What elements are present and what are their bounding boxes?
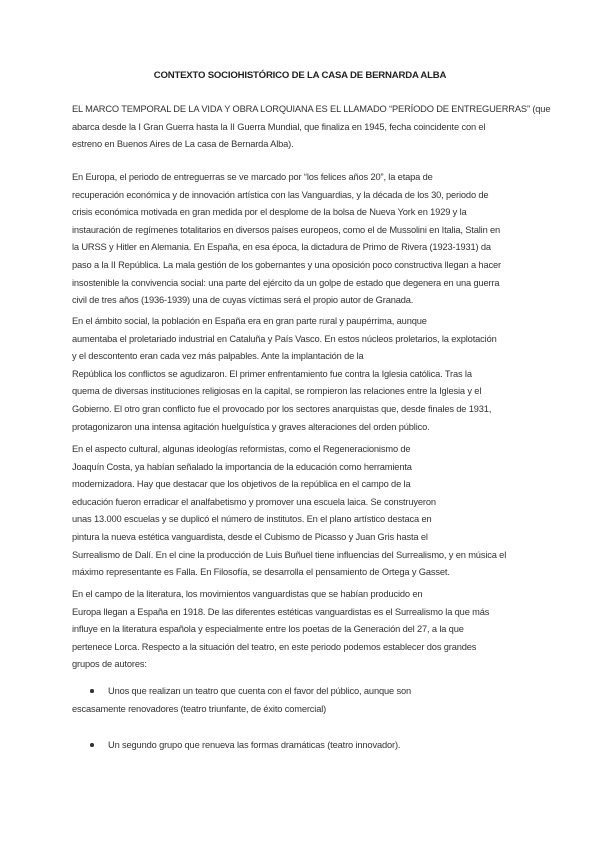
paragraph-marco-temporal xyxy=(72,101,551,154)
paragraph-line: crisis económica motivada en gran medida por el desplome de la bolsa de Nueva York en 1929 y la xyxy=(72,207,467,218)
paragraph-literatura xyxy=(72,586,534,674)
paragraph-line: Gobierno. El otro gran conflicto fue el provocado por los sectores anarquistas que, desde finales de 1931, xyxy=(72,403,492,414)
bullet-icon xyxy=(90,743,94,747)
paragraph-aspecto-cultural xyxy=(72,441,534,582)
paragraph-line: paso a la II República. La mala gestión de los gobernantes y una oposición poco constructiva llegan a hacer xyxy=(72,259,501,270)
paragraph-line: pintura la nueva estética vanguardista, desde el Cubismo de Picasso y Juan Gris hasta el xyxy=(72,531,428,542)
paragraph-line: Surrealismo de Dalí. En el cine la producción de Luis Buñuel tiene influencias del Surrealismo, y en música el xyxy=(72,549,507,560)
bullet-line: Unos que realizan un teatro que cuenta con el favor del público, aunque son xyxy=(108,686,411,696)
paragraph-line: En Europa, el periodo de entreguerras se ve marcado por “los felices años 20”, la etapa de xyxy=(72,172,433,182)
paragraph-line: quema de diversas instituciones religiosas en la capital, se rompieron las relaciones entre la Iglesia y el xyxy=(72,386,482,397)
paragraph-line: la URSS y Hitler en Alemania. En España, en esa época, la dictadura de Primo de Rivera (1923-1931) da xyxy=(72,242,491,253)
paragraph-line: y el descontento eran cada vez más palpables. Ante la implantación de la xyxy=(72,351,364,362)
bullet-item xyxy=(72,737,534,755)
paragraph-ambito-social xyxy=(72,313,534,436)
bullet-item xyxy=(72,683,534,718)
paragraph-line: protagonizaron una intensa agitación huelguística y graves alteraciones del orden público. xyxy=(72,421,430,432)
paragraph-line: En el aspecto cultural, algunas ideologías reformistas, como el Regeneracionismo de xyxy=(72,444,411,454)
paragraph-line: abarca desde la I Gran Guerra hasta la II Guerra Mundial, que finaliza en 1945, fecha coincidente con el xyxy=(72,121,486,132)
paragraph-line: Europa llegan a España en 1918. De las diferentes estéticas vanguardistas es el Surrealismo la que más xyxy=(72,606,490,617)
paragraph-line: educación fueron erradicar el analfabetismo y promover una escuela laica. Se construyeron xyxy=(72,496,436,507)
bullet-line: escasamente renovadores (teatro triunfante, de éxito comercial) xyxy=(72,703,327,714)
paragraph-line: influye en la literatura española y especialmente entre los poetas de la Generación del 27, a la que xyxy=(72,624,464,635)
paragraph-line: En el ámbito social, la población en España era en gran parte rural y paupérrima, aunque xyxy=(72,316,427,326)
paragraph-line: recuperación económica y de innovación artística con las Vanguardias, y la década de los 30, periodo de xyxy=(72,189,489,200)
paragraph-line: instauración de regímenes totalitarios en diversos países europeos, como el de Mussolini en Italia, Stalin en xyxy=(72,224,501,235)
paragraph-line: aumentaba el proletariado industrial en Cataluña y País Vasco. En estos núcleos proletarios, la explotación xyxy=(72,333,497,344)
bullet-icon xyxy=(90,689,94,693)
paragraph-line: pertenece Lorca. Respecto a la situación del teatro, en este periodo podemos establecer dos grandes xyxy=(72,641,477,652)
paragraph-line: insostenible la convivencia social: una parte del ejército da un golpe de estado que degenera en una guerra xyxy=(72,277,500,288)
bullet-line: Un segundo grupo que renueva las formas dramáticas (teatro innovador). xyxy=(108,740,401,750)
paragraph-line: EL MARCO TEMPORAL DE LA VIDA Y OBRA LORQUIANA ES EL LLAMADO “PERÍODO DE ENTREGUERRAS” (que xyxy=(72,104,551,114)
paragraph-line: modernizadora. Hay que destacar que los objetivos de la república en el campo de la xyxy=(72,479,411,490)
document-title: CONTEXTO SOCIOHISTÓRICO DE LA CASA DE BERNARDA ALBA xyxy=(153,70,447,81)
paragraph-line: grupos de autores: xyxy=(72,659,147,670)
paragraph-line: República los conflictos se agudizaron. El primer enfrentamiento fue contra la Iglesia católica. Tras la xyxy=(72,368,472,379)
paragraph-europa xyxy=(72,169,534,310)
paragraph-line: máximo representante es Falla. En Filosofía, se desarrolla el pensamiento de Ortega y Gasset. xyxy=(72,567,450,578)
paragraph-line: unas 13.000 escuelas y se duplicó el número de institutos. En el plano artístico destaca en xyxy=(72,514,432,525)
paragraph-line: estreno en Buenos Aires de La casa de Bernarda Alba). xyxy=(72,139,294,150)
paragraph-line: En el campo de la literatura, los movimientos vanguardistas que se habían producido en xyxy=(72,589,423,599)
paragraph-line: civil de tres años (1936-1939) una de cuyas víctimas será el propio autor de Granada. xyxy=(72,295,414,306)
paragraph-line: Joaquín Costa, ya habían señalado la importancia de la educación como herramienta xyxy=(72,461,412,472)
